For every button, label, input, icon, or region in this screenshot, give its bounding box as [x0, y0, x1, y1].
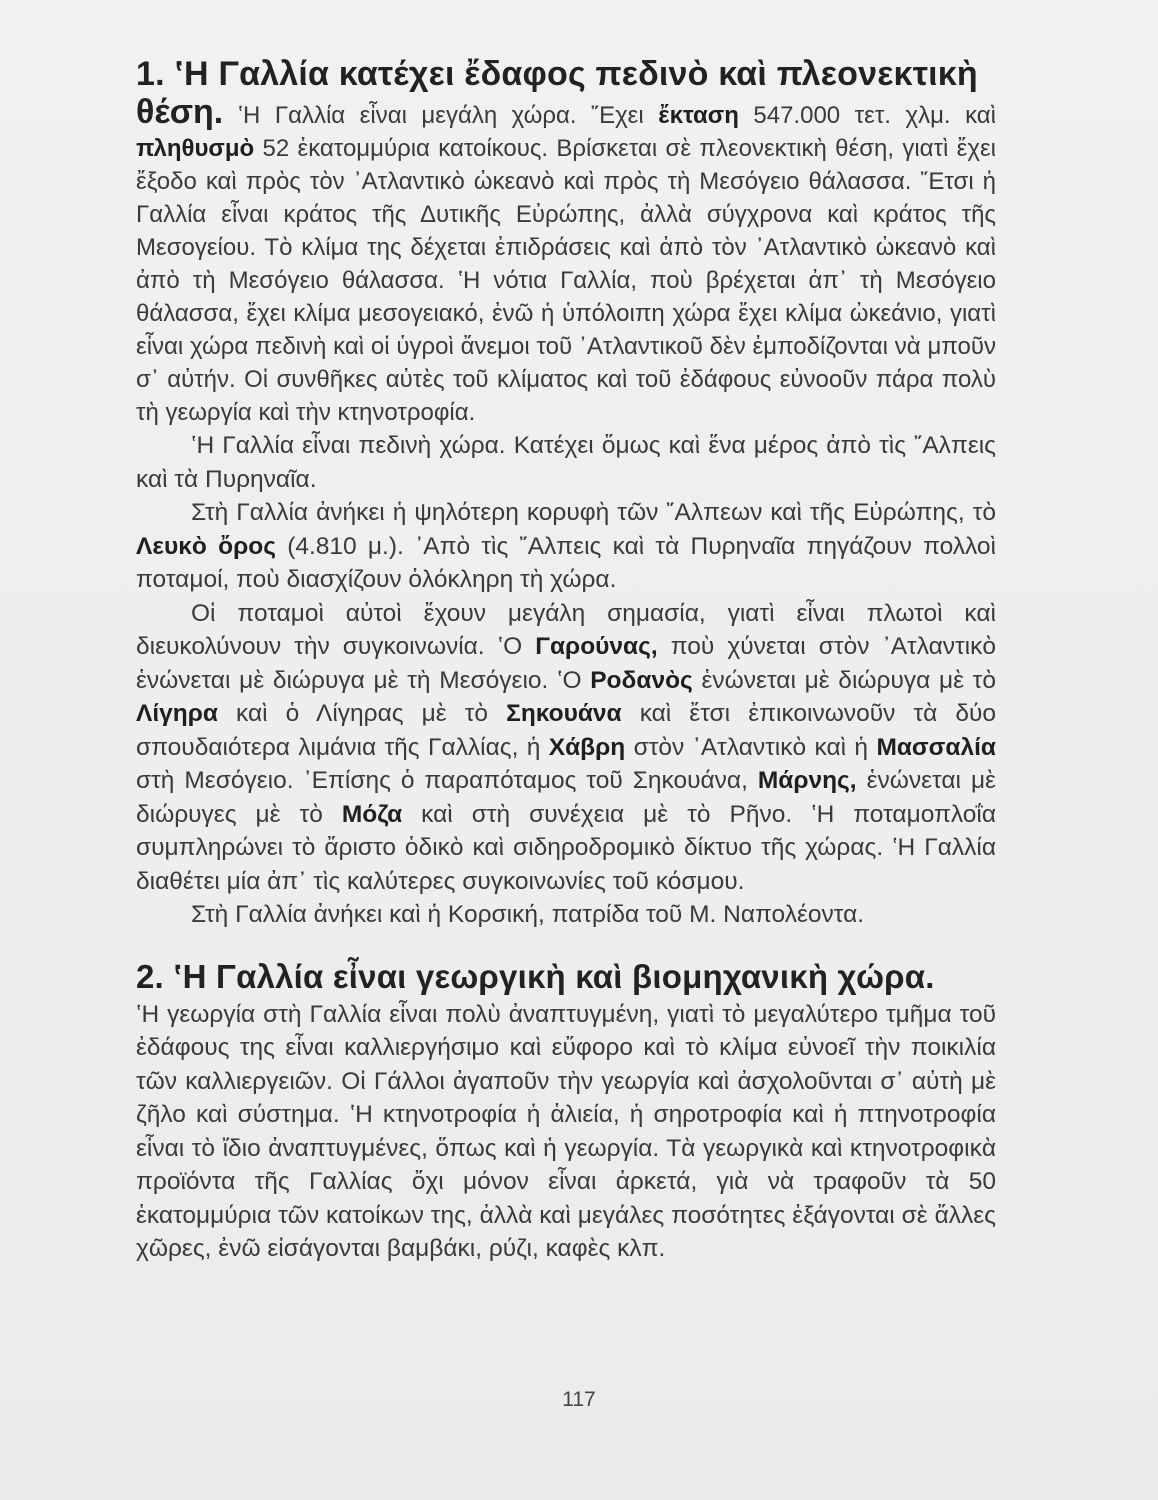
section-1-title: 1. ʽΗ Γαλλία κατέχει ἔδαφος πεδινὸ καὶ πλεονεκτικὴ [136, 55, 978, 93]
section-1-paragraph-5: Στὴ Γαλλία ἀνήκει καὶ ἡ Κορσική, πατρίδα τοῦ Μ. Ναπολέοντα. [191, 901, 865, 928]
text-run: (4.810 μ.). ᾿Απὸ τὶς ῎Αλπεις καὶ τὰ Πυρηναῖα πηγάζουν πολλοὶ ποταμοί, ποὺ διασχίζουν ὁλόκληρη τὴ χώρα. [136, 532, 996, 593]
text-run: στὸν ᾿Ατλαντικὸ καὶ ἡ [625, 733, 877, 761]
keyword-meuse: Μόζα [341, 800, 403, 828]
section-1-title-end: θέση. [136, 93, 224, 131]
keyword-marne: Μάρνης, [757, 767, 857, 794]
page-content [136, 52, 996, 1266]
text-run: ἑνώνεται μὲ διώρυγες μὲ τὸ [136, 767, 996, 828]
section-2-title: 2. ʽΗ Γαλλία εἶναι γεωργικὴ καὶ βιομηχανικὴ χώρα. [136, 957, 935, 995]
section-1-paragraph-3 [136, 496, 996, 597]
section-1-paragraph-4 [136, 597, 996, 899]
section-1-paragraph-1 [136, 93, 996, 429]
section-2-paragraph-1: ʽΗ γεωργία στὴ Γαλλία εἶναι πολὺ ἀναπτυγμένη, γιατὶ τὸ μεγαλύτερο τμῆμα τοῦ ἐδάφους της εἶναι καλλιεργήσιμο καὶ εὔφορο καὶ τὸ κλίμα εὐνοεῖ τὴν ποικιλία τῶν καλλιεργειῶν. Οἱ Γάλλοι ἀγαποῦν τὴν γεωργία καὶ ἀσχολοῦνται σ᾿ αὐτὴ μὲ ζῆλο καὶ σύστημα. ʽΗ κτηνοτροφία ἡ ἁλιεία, ἡ σηροτροφία καὶ ἡ πτηνοτροφία εἶναι τὸ ἴδιο ἀναπτυγμένες, ὅπως καὶ ἡ γεωργία. Τὰ γεωργικὰ καὶ κτηνοτροφικὰ προϊόντα τῆς Γαλλίας ὄχι μόνον εἶναι ἀρκετά, γιὰ νὰ τραφοῦν τὰ 50 ἑκατομμύρια τῶν κατοίκων της, ἀλλὰ καὶ μεγάλες ποσότητες ἐξάγονται σὲ ἄλλες χῶρες, ἐνῶ εἰσάγονται βαμβάκι, ρύζι, καφὲς κλπ. [136, 1000, 996, 1262]
text-run: 547.000 τετ. χλμ. καὶ [738, 102, 996, 129]
keyword-garonne: Γαρούνας, [535, 633, 658, 660]
section-2 [136, 956, 996, 1266]
section-1 [136, 52, 996, 932]
keyword-population: πληθυσμὸ [136, 135, 255, 162]
text-run: 52 ἑκατομμύρια κατοίκους. Βρίσκεται σὲ πλεονεκτικὴ θέση, γιατὶ ἔχει ἔξοδο καὶ πρὸς τὸν ᾿Ατλαντικὸ ὠκεανὸ καὶ πρὸς τὴ Μεσόγειο θάλασσα. ῎Ετσι ἡ Γαλλία εἶναι κράτος τῆς Δυτικῆς Εὐρώπης, ἀλλὰ σύγχρονα καὶ κράτος τῆς Μεσογείου. Τὸ κλίμα της δέχεται ἐπιδράσεις καὶ ἀπὸ τὸν ᾿Ατλαντικὸ ὠκεανὸ καὶ ἀπὸ τὴ Μεσόγειο θάλασσα. ʽΗ νότια Γαλλία, ποὺ βρέχεται ἀπ᾿ τὴ Μεσόγειο θάλασσα, ἔχει κλίμα μεσογειακό, ἐνῶ ἡ ὑπόλοιπη χώρα ἔχει κλίμα ὠκεάνιο, γιατὶ εἶναι χώρα πεδινὴ καὶ οἱ ὑγροὶ ἄνεμοι τοῦ ᾿Ατλαντικοῦ δὲν ἐμποδίζονται νὰ μποῦν σ᾿ αὐτήν. Οἱ συνθῆκες αὐτὲς τοῦ κλίματος καὶ τοῦ ἐδάφους εὐνοοῦν πάρα πολὺ τὴ γεωργία καὶ τὴν κτηνοτροφία. [136, 135, 996, 426]
text-run: Στὴ Γαλλία ἀνήκει ἡ ψηλότερη κορυφὴ τῶν ῎Αλπεων καὶ τῆς Εὐρώπης, τὸ [191, 499, 996, 526]
text-run: στὴ Μεσόγειο. ᾿Επίσης ὁ παραπόταμος τοῦ Σηκουάνα, [136, 767, 758, 794]
keyword-seine: Σηκουάνα [506, 700, 622, 727]
keyword-mont-blanc: Λευκὸ ὄρος [136, 532, 276, 560]
text-run: ʽΗ Γαλλία εἶναι μεγάλη χώρα. ῎Εχει [223, 102, 659, 129]
text-run: καὶ στὴ συνέχεια μὲ τὸ Ρῆνο. ʽΗ ποταμοπλοΐα συμπληρώνει τὸ ἄριστο ὁδικὸ καὶ σιδηροδρομικὸ δίκτυο τῆς χώρας. ʽΗ Γαλλία διαθέτει μία ἀπ᾿ τὶς καλύτερες συγκοινωνίες τοῦ κόσμου. [136, 800, 996, 895]
keyword-le-havre: Χάβρη [548, 733, 626, 761]
text-run: ποὺ χύνεται στὸν ᾿Ατλαντικὸ ἑνώνεται μὲ διώρυγα μὲ τὴ Μεσόγειο. ʽΟ [136, 633, 996, 694]
page-number: 117 [562, 1388, 596, 1411]
text-run: Οἱ ποταμοὶ αὐτοὶ ἔχουν μεγάλη σημασία, γιατὶ εἶναι πλωτοὶ καὶ διευκολύνουν τὴν συγκοινωνία. ʽΟ [136, 599, 996, 660]
keyword-area: ἔκταση [658, 102, 739, 129]
keyword-rhone: Ροδανὸς [590, 666, 693, 694]
text-run: ἑνώνεται μὲ διώρυγα μὲ τὸ [692, 666, 996, 694]
keyword-loire: Λίγηρα [136, 700, 218, 727]
text-run: καὶ ὁ Λίγηρας μὲ τὸ [217, 700, 507, 727]
text-run: καὶ ἔτσι ἐπικοινωνοῦν τὰ δύο σπουδαιότερα λιμάνια τῆς Γαλλίας, ἡ [136, 700, 997, 761]
section-1-paragraph-2: ʽΗ Γαλλία εἶναι πεδινὴ χώρα. Κατέχει ὅμως καὶ ἕνα μέρος ἀπὸ τὶς ῎Αλπεις καὶ τὰ Πυρηναῖα. [136, 432, 996, 493]
keyword-marseille: Μασσαλία [876, 733, 996, 761]
